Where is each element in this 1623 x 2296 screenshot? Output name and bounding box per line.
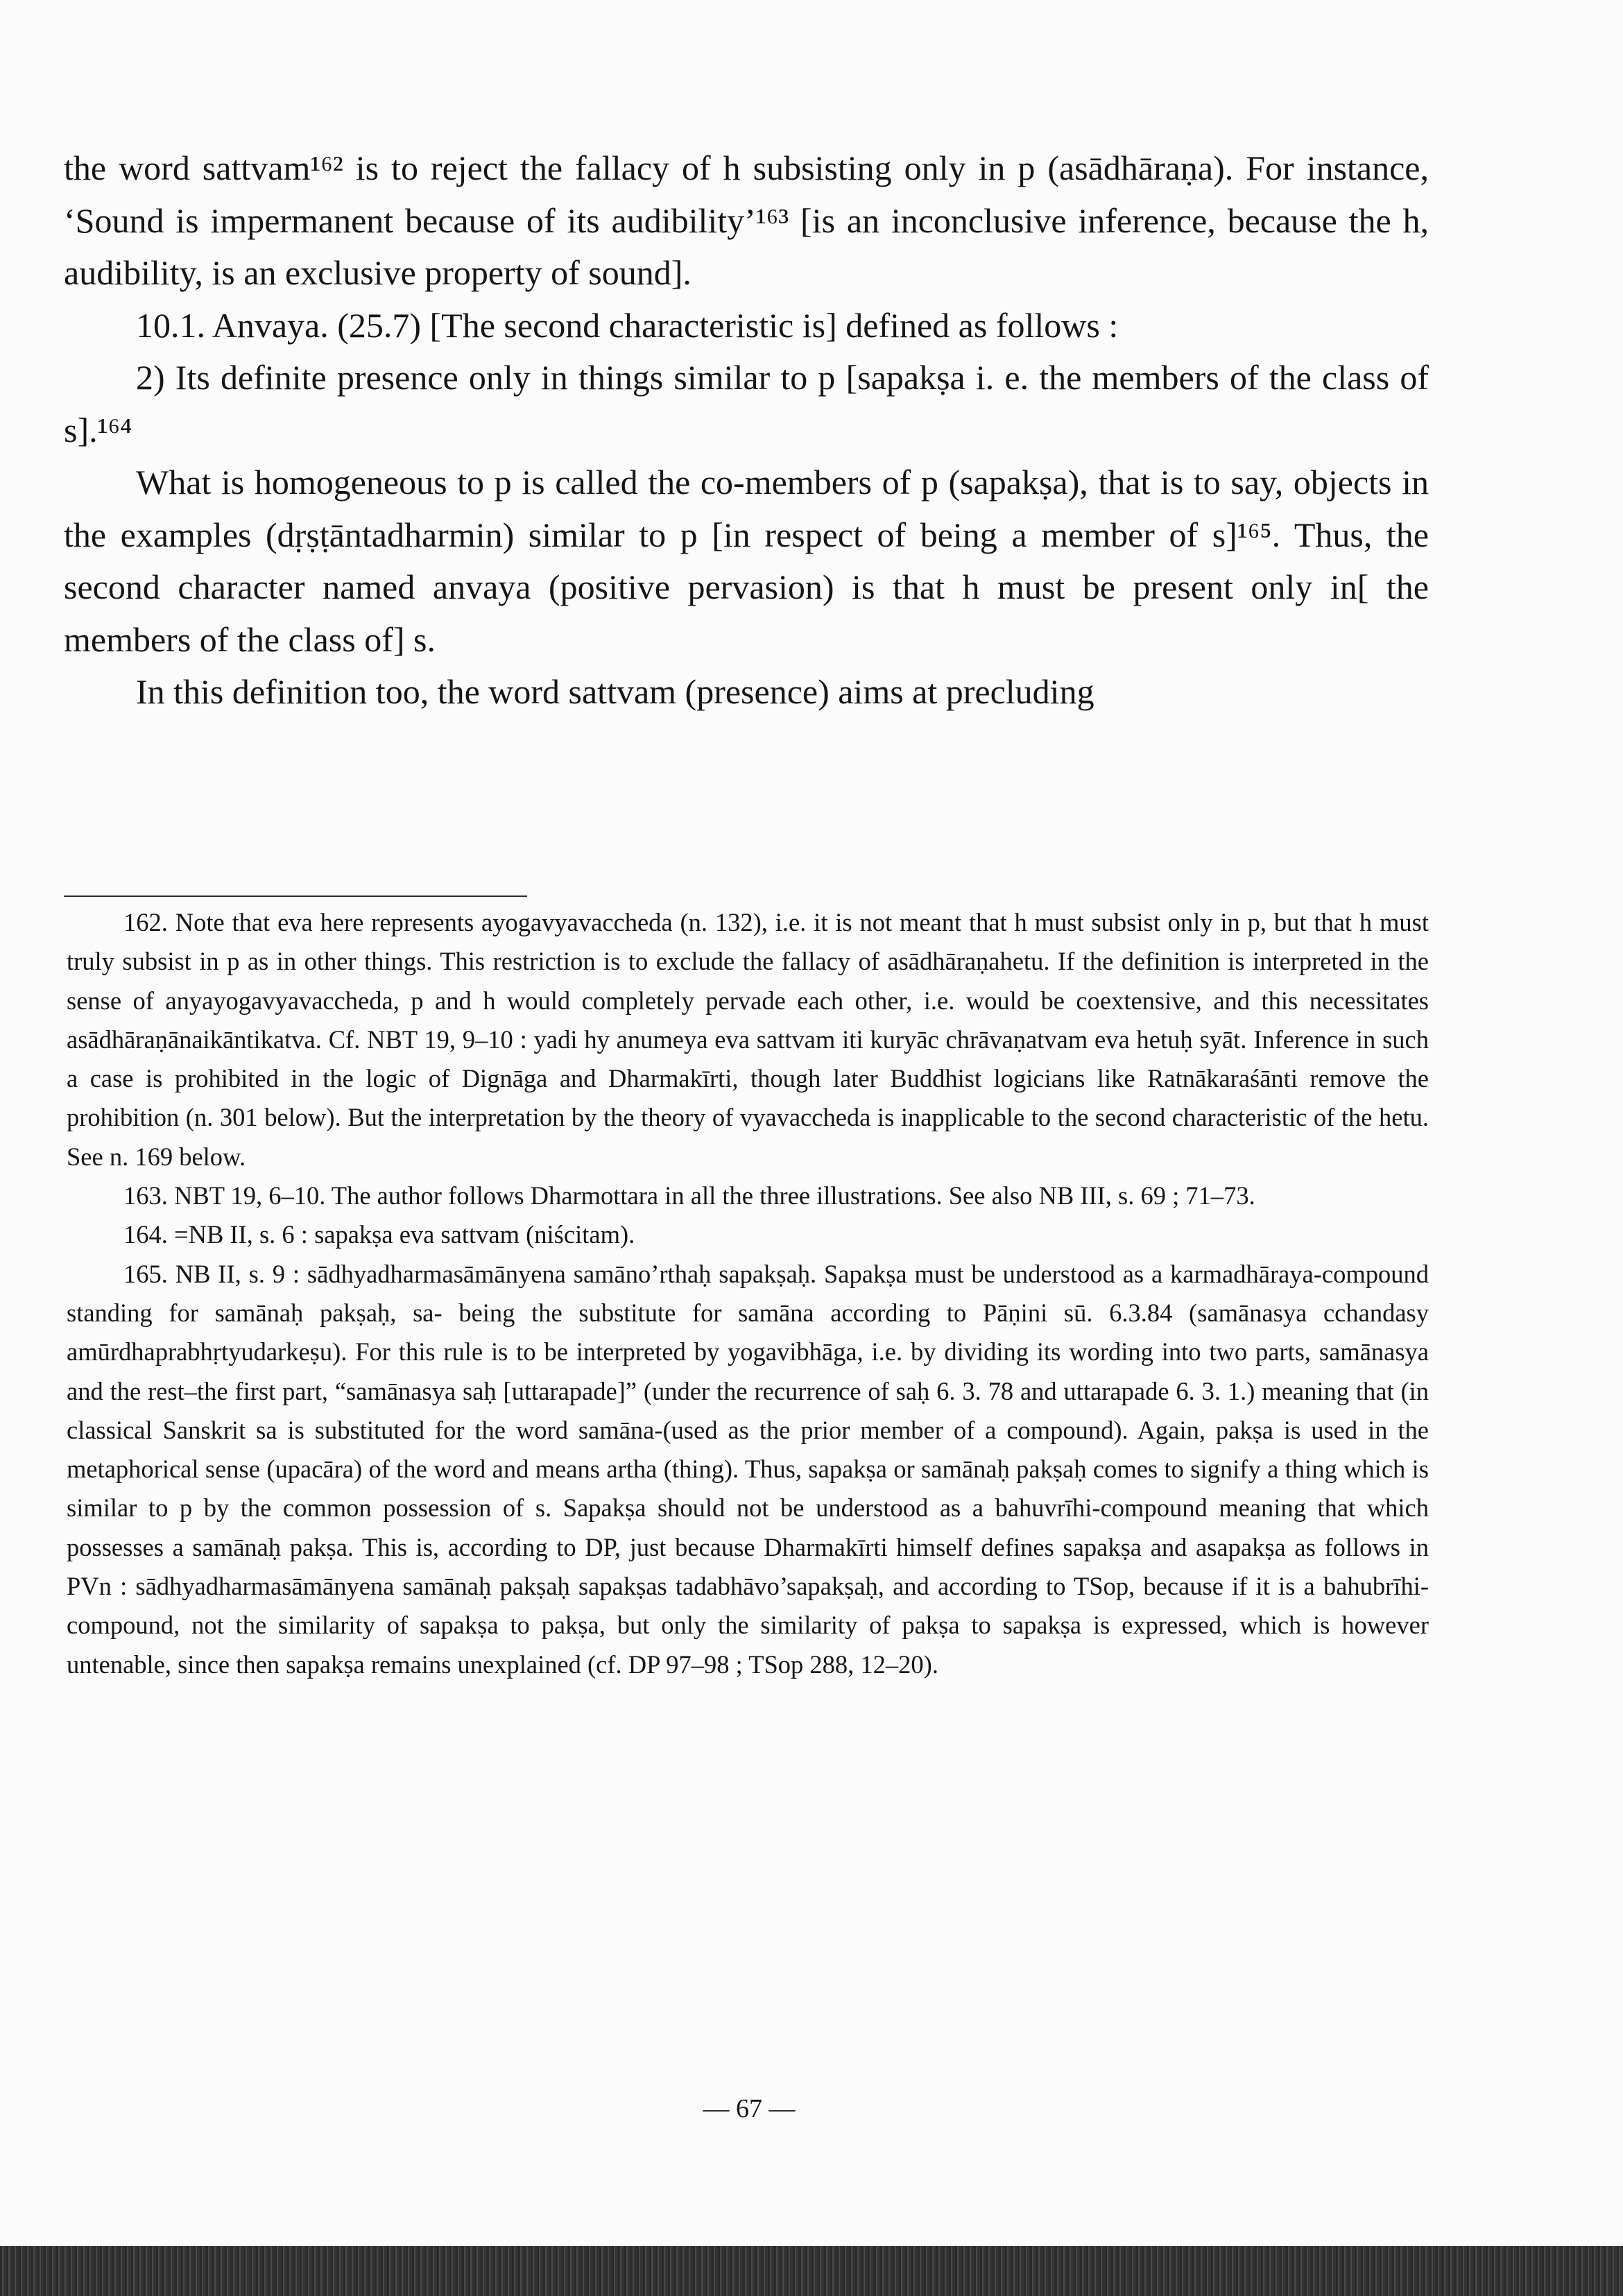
- section-heading-anvaya: 10.1. Anvaya. (25.7) [The second characteristic is] defined as follows :: [136, 305, 1119, 345]
- main-paragraph-1: the word sattvam¹⁶² is to reject the fallacy of h subsisting only in p (asādhāraṇa). For instance, ‘Sound is impermanent because of its audibility’¹⁶³ [is an inconclusive inference, because the h, audibility, is an exclusive property of sound].: [64, 148, 1429, 292]
- footnote-separator: [64, 896, 527, 897]
- footnote-164: 164. =NB II, s. 6 : sapakṣa eva sattvam (niścitam).: [123, 1220, 635, 1249]
- main-paragraph-3: What is homogeneous to p is called the co-members of p (sapakṣa), that is to say, objects in the examples (dṛṣṭāntadharmin) similar to p [in respect of being a member of s]¹⁶⁵. Thus, the second character named anvaya (positive pervasion) is that h must be present only in[ the members of the class of] s.: [64, 463, 1429, 659]
- footnote-163: 163. NBT 19, 6–10. The author follows Dharmottara in all the three illustrations. See also NB III, s. 69 ; 71–73.: [123, 1181, 1255, 1210]
- main-text: [64, 142, 1429, 719]
- scan-edge-bar: [0, 2246, 1623, 2296]
- main-paragraph-definition: 2) Its definite presence only in things similar to p [sapakṣa i. e. the members of the class of s].¹⁶⁴: [64, 358, 1429, 449]
- main-paragraph-4: In this definition too, the word sattvam (presence) aims at precluding: [136, 672, 1094, 711]
- page-number: — 67 —: [703, 2094, 796, 2123]
- footnotes: [67, 903, 1429, 1684]
- footnote-162: 162. Note that eva here represents ayogavyavaccheda (n. 132), i.e. it is not meant that h must subsist only in p, but that h must truly subsist in p as in other things. This restriction is to exclude the fallacy of asādhāraṇahetu. If the definition is interpreted in the sense of anyayogavyavaccheda, p and h would completely pervade each other, i.e. would be coextensive, and this necessitates asādhāraṇānaikāntikatva. Cf. NBT 19, 9–10 : yadi hy anumeya eva sattvam iti kuryāc chrāvaṇatvam eva hetuḥ syāt. Inference in such a case is prohibited in the logic of Dignāga and Dharmakīrti, though later Buddhist logicians like Ratnākaraśānti remove the prohibition (n. 301 below). But the interpretation by the theory of vyavaccheda is inapplicable to the second characteristic of the hetu. See n. 169 below.: [67, 908, 1429, 1171]
- footnote-165: 165. NB II, s. 9 : sādhyadharmasāmānyena samāno’rthaḥ sapakṣaḥ. Sapakṣa must be understood as a karmadhāraya-compound standing for samānaḥ pakṣaḥ, sa- being the substitute for samāna according to Pāṇini sū. 6.3.84 (samānasya cchandasy amūrdhaprabhṛtyudarkeṣu). For this rule is to be interpreted by yogavibhāga, i.e. by dividing its wording into two parts, samānasya and the rest–the first part, “samānasya saḥ [uttarapade]” (under the recurrence of saḥ 6. 3. 78 and uttarapade 6. 3. 1.) meaning that (in classical Sanskrit sa is substituted for the word samāna-(used as the prior member of a compound). Again, pakṣa is used in the metaphorical sense (upacāra) of the word and means artha (thing). Thus, sapakṣa or samānaḥ pakṣaḥ comes to signify a thing which is similar to p by the common possession of s. Sapakṣa should not be understood as a bahuvrīhi-compound meaning that which possesses a samānaḥ pakṣa. This is, according to DP, just because Dharmakīrti himself defines sapakṣa and asapakṣa as follows in PVn : sādhyadharmasāmānyena samānaḥ pakṣaḥ sapakṣas tadabhāvo’sapakṣaḥ, and according to TSop, because if it is a bahubrīhi-compound, not the similarity of sapakṣa to pakṣa, but only the similarity of pakṣa to sapakṣa is expressed, which is however untenable, since then sapakṣa remains unexplained (cf. DP 97–98 ; TSop 288, 12–20).: [67, 1259, 1429, 1679]
